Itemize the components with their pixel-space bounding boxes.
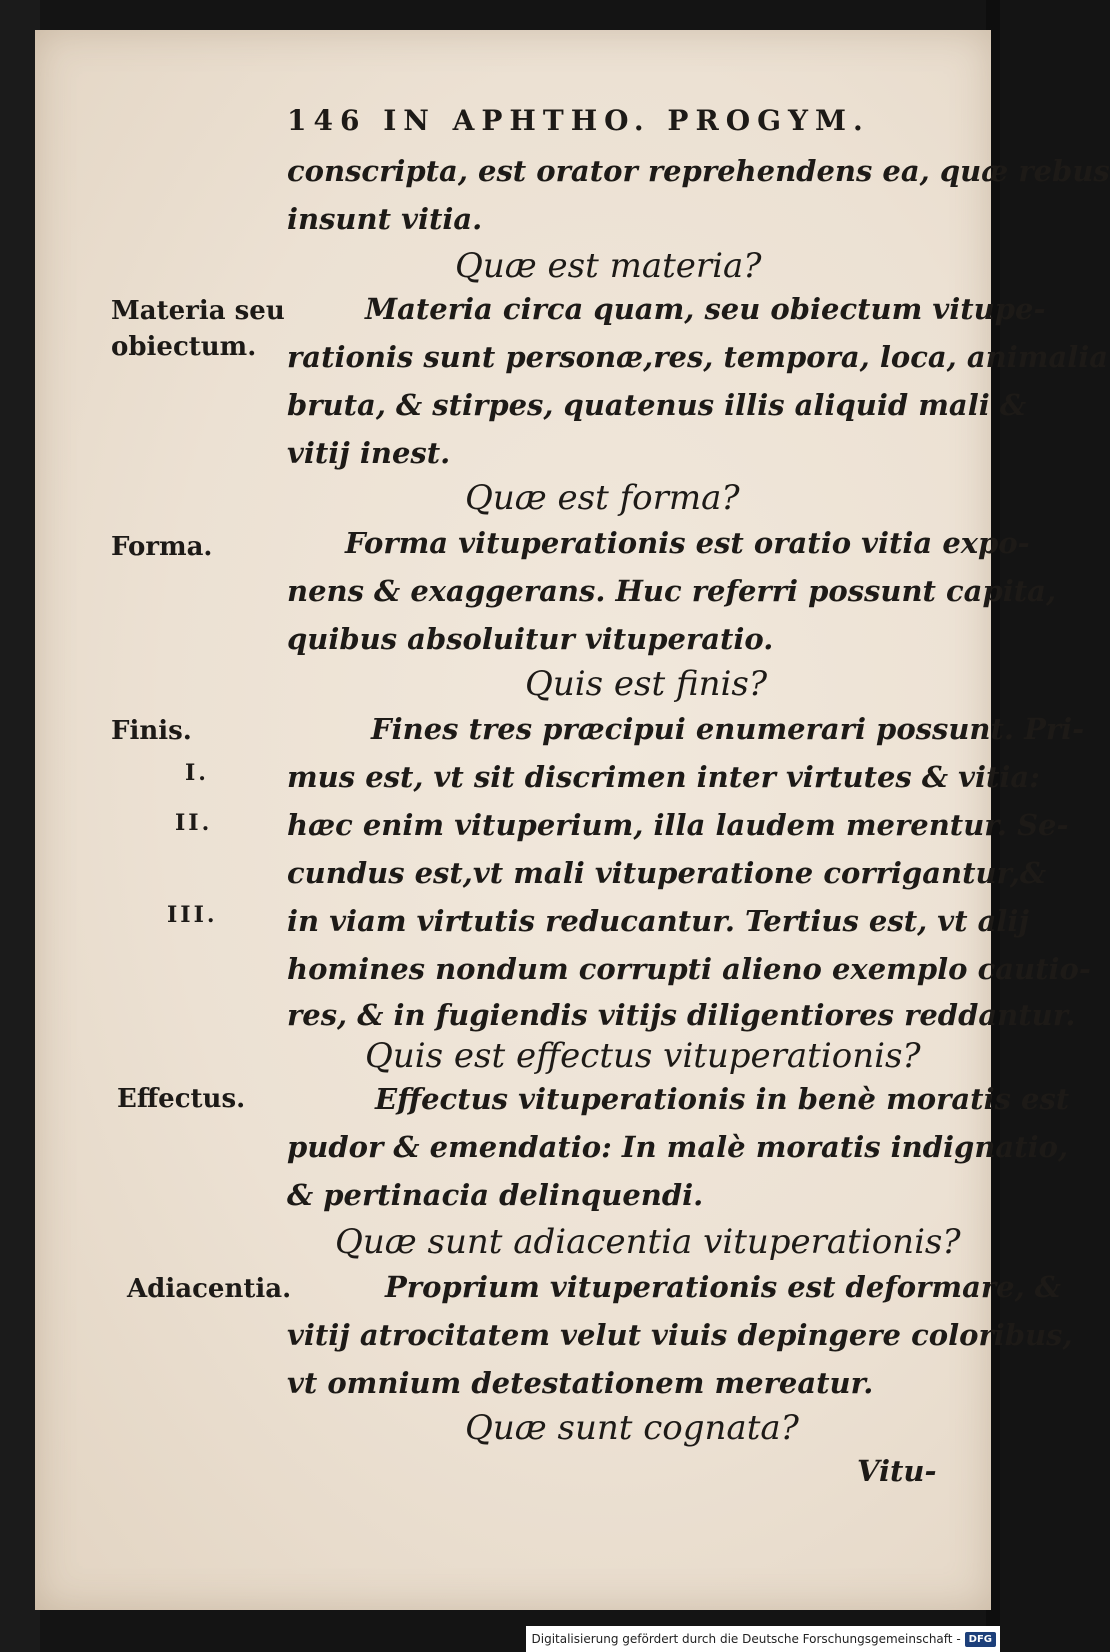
body-line: mus est, vt sit discrimen inter virtutes & vitia: [287, 760, 1040, 794]
body-line: bruta, & stirpes, quatenus illis aliquid mali & [287, 388, 1027, 422]
body-line: & pertinacia delinquendi. [287, 1178, 704, 1212]
body-line: Proprium vituperationis est deformare, & [385, 1270, 1061, 1304]
body-line: hæc enim vituperium, illa laudem merentur. Se- [287, 808, 1069, 842]
question-heading: Quæ est forma? [465, 478, 740, 518]
body-line: rationis sunt personæ,res, tempora, loca, animalia [287, 340, 1109, 374]
question-heading: Quis est finis? [525, 664, 768, 704]
body-line: cundus est,vt mali vituperatione corrigantur,& [287, 856, 1047, 890]
margin-note: Effectus. [117, 1084, 246, 1114]
question-heading: Quæ sunt adiacentia vituperationis? [335, 1222, 961, 1262]
digitization-footer [526, 1626, 1001, 1652]
body-line: vitij atrocitatem velut viuis depingere coloribus, [287, 1318, 1073, 1352]
body-line: in viam virtutis reducantur. Tertius est, vt alij [287, 904, 1029, 938]
body-line: res, & in fugiendis vitijs diligentiores reddantur. [287, 998, 1076, 1032]
body-line: conscripta, est orator reprehendens ea, quæ rebus [287, 154, 1110, 188]
margin-note: III. [167, 902, 218, 928]
body-line: homines nondum corrupti alieno exemplo cautio- [287, 952, 1091, 986]
body-line: quibus absoluitur vituperatio. [287, 622, 774, 656]
margin-note: Adiacentia. [127, 1274, 292, 1304]
question-heading: Quæ sunt cognata? [465, 1408, 799, 1448]
margin-note: Forma. [111, 532, 213, 562]
body-line: Effectus vituperationis in benè moratis est [375, 1082, 1070, 1116]
book-spine-shadow [0, 0, 40, 1652]
question-heading: Quis est effectus vituperationis? [365, 1036, 921, 1076]
margin-note: Materia seu [111, 296, 285, 326]
margin-note: II. [175, 810, 213, 836]
body-line: nens & exaggerans. Huc referri possunt capita, [287, 574, 1057, 608]
body-line: Materia circa quam, seu obiectum vitupe- [365, 292, 1046, 326]
catchword: Vitu- [857, 1454, 937, 1488]
body-line: vt omnium detestationem mereatur. [287, 1366, 874, 1400]
book-page [35, 30, 1110, 1610]
running-header: 146 IN APHTHO. PROGYM. [287, 104, 870, 137]
margin-note: Finis. [111, 716, 192, 746]
margin-note: I. [185, 760, 209, 786]
body-line: Fines tres præcipui enumerari possunt. Pri- [371, 712, 1085, 746]
body-line: pudor & emendatio: In malè moratis indignatio, [287, 1130, 1069, 1164]
margin-note: obiectum. [111, 332, 257, 362]
body-line: Forma vituperationis est oratio vitia expo- [345, 526, 1030, 560]
body-line: vitij inest. [287, 436, 451, 470]
question-heading: Quæ est materia? [455, 246, 762, 286]
body-line: insunt vitia. [287, 202, 483, 236]
dfg-logo-icon: DFG [965, 1632, 996, 1647]
footer-credit-text: Digitalisierung gefördert durch die Deutsche Forschungsgemeinschaft - [531, 1632, 961, 1646]
